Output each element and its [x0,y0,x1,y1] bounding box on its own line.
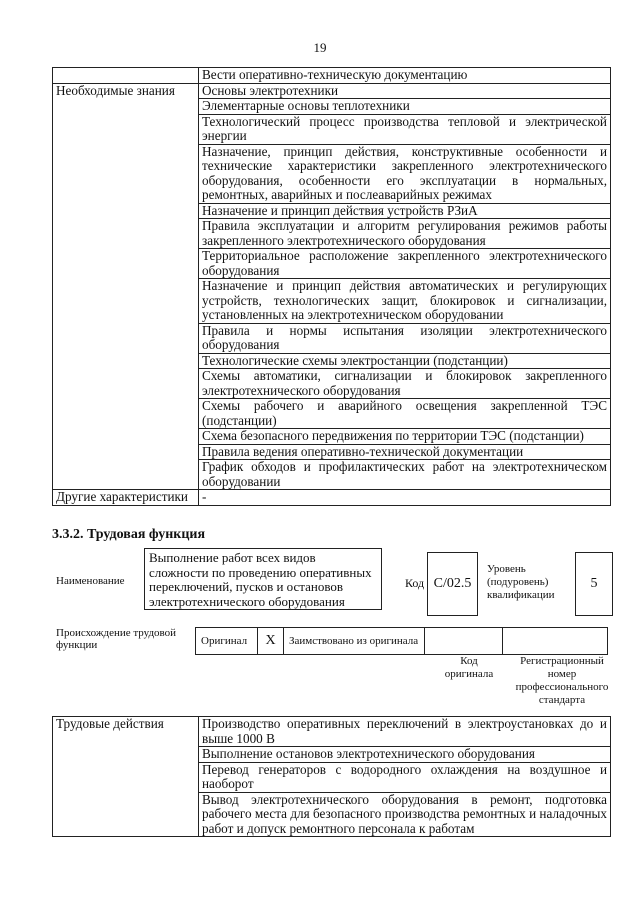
knowledge-item: Технологические схемы электростанции (подстанции) [199,353,611,369]
knowledge-item: Схемы автоматики, сигнализации и блокировок закрепленного электротехнического оборудования [199,369,611,399]
knowledge-item: Назначение и принцип действия автоматических и регулирующих устройств, технологических защит, блокировок и сигнализации, установленных на электротехническом оборудовании [199,279,611,324]
action-item: Вывод электротехнического оборудования в ремонт, подготовка рабочего места для безопасного производства ремонтных и наладочных работ и допуск ремонтного персонала к работам [199,792,611,837]
knowledge-item: Технологический процесс производства тепловой и электрической энергии [199,114,611,144]
knowledge-item: Схема безопасного передвижения по территории ТЭС (подстанции) [199,429,611,445]
knowledge-item: Элементарные основы теплотехники [199,99,611,115]
knowledge-item: Правила ведения оперативно-технической документации [199,444,611,460]
origin-row [195,627,608,655]
action-item: Производство оперативных переключений в электроустановках до и выше 1000 В [199,717,611,747]
table-row [53,83,611,99]
knowledge-item: Территориальное расположение закрепленного электротехнического оборудования [199,249,611,279]
name-label: Наименование [56,575,125,587]
other-label: Другие характеристики [53,490,199,506]
level-value: 5 [575,552,613,616]
original-mark: X [258,628,284,654]
table-row [53,717,611,747]
page-number: 19 [313,40,327,55]
knowledge-item: Правила и нормы испытания изоляции электротехнического оборудования [199,323,611,353]
origin-code-label: Код оригинала [444,655,494,680]
action-item: Выполнение остановов электротехнического оборудования [199,747,611,763]
origin-label: Происхождение трудовой функции [56,627,177,651]
origin-code-cell [425,628,503,654]
original-label: Оригинал [196,628,258,654]
action-item: Перевод генераторов с водородного охлаждения на воздушное и наоборот [199,762,611,792]
other-value: - [199,490,611,506]
knowledge-item: Назначение, принцип действия, конструктивные особенности и технические характеристики закрепленного электротехнического оборудования, особенности его эксплуатации в нормальных, ремонтных, аварийных и послеаварийных режимах [199,144,611,203]
knowledge-label: Необходимые знания [53,83,199,490]
knowledge-item: График обходов и профилактических работ на электротехническом оборудовании [199,460,611,490]
knowledge-item: Назначение и принцип действия устройств РЗиА [199,203,611,219]
code-label: Код [405,576,425,590]
reg-number-cell [503,628,607,654]
table-row [53,68,611,84]
code-value: C/02.5 [427,552,478,616]
function-name-box: Выполнение работ всех видов сложности по проведению оперативных переключений, пусков и остановов электротехнического оборудования [144,548,382,610]
empty-cell [53,68,199,84]
knowledge-item: Схемы рабочего и аварийного освещения закрепленной ТЭС (подстанции) [199,399,611,429]
actions-label: Трудовые действия [53,717,199,837]
table-row [53,490,611,506]
reg-number-label: Регистрационный номер профессионального стандарта [515,655,609,706]
knowledge-item: Правила эксплуатации и алгоритм регулирования режимов работы закрепленного электротехнического оборудования [199,219,611,249]
section-title: 3.3.2. Трудовая функция [52,527,206,542]
knowledge-table [52,67,611,506]
level-label: Уровень (подуровень) квалификации [487,563,555,601]
knowledge-item: Основы электротехники [199,83,611,99]
actions-table [52,716,611,837]
table-cell: Вести оперативно-техническую документацию [199,68,611,84]
borrowed-label: Заимствовано из оригинала [284,628,425,654]
